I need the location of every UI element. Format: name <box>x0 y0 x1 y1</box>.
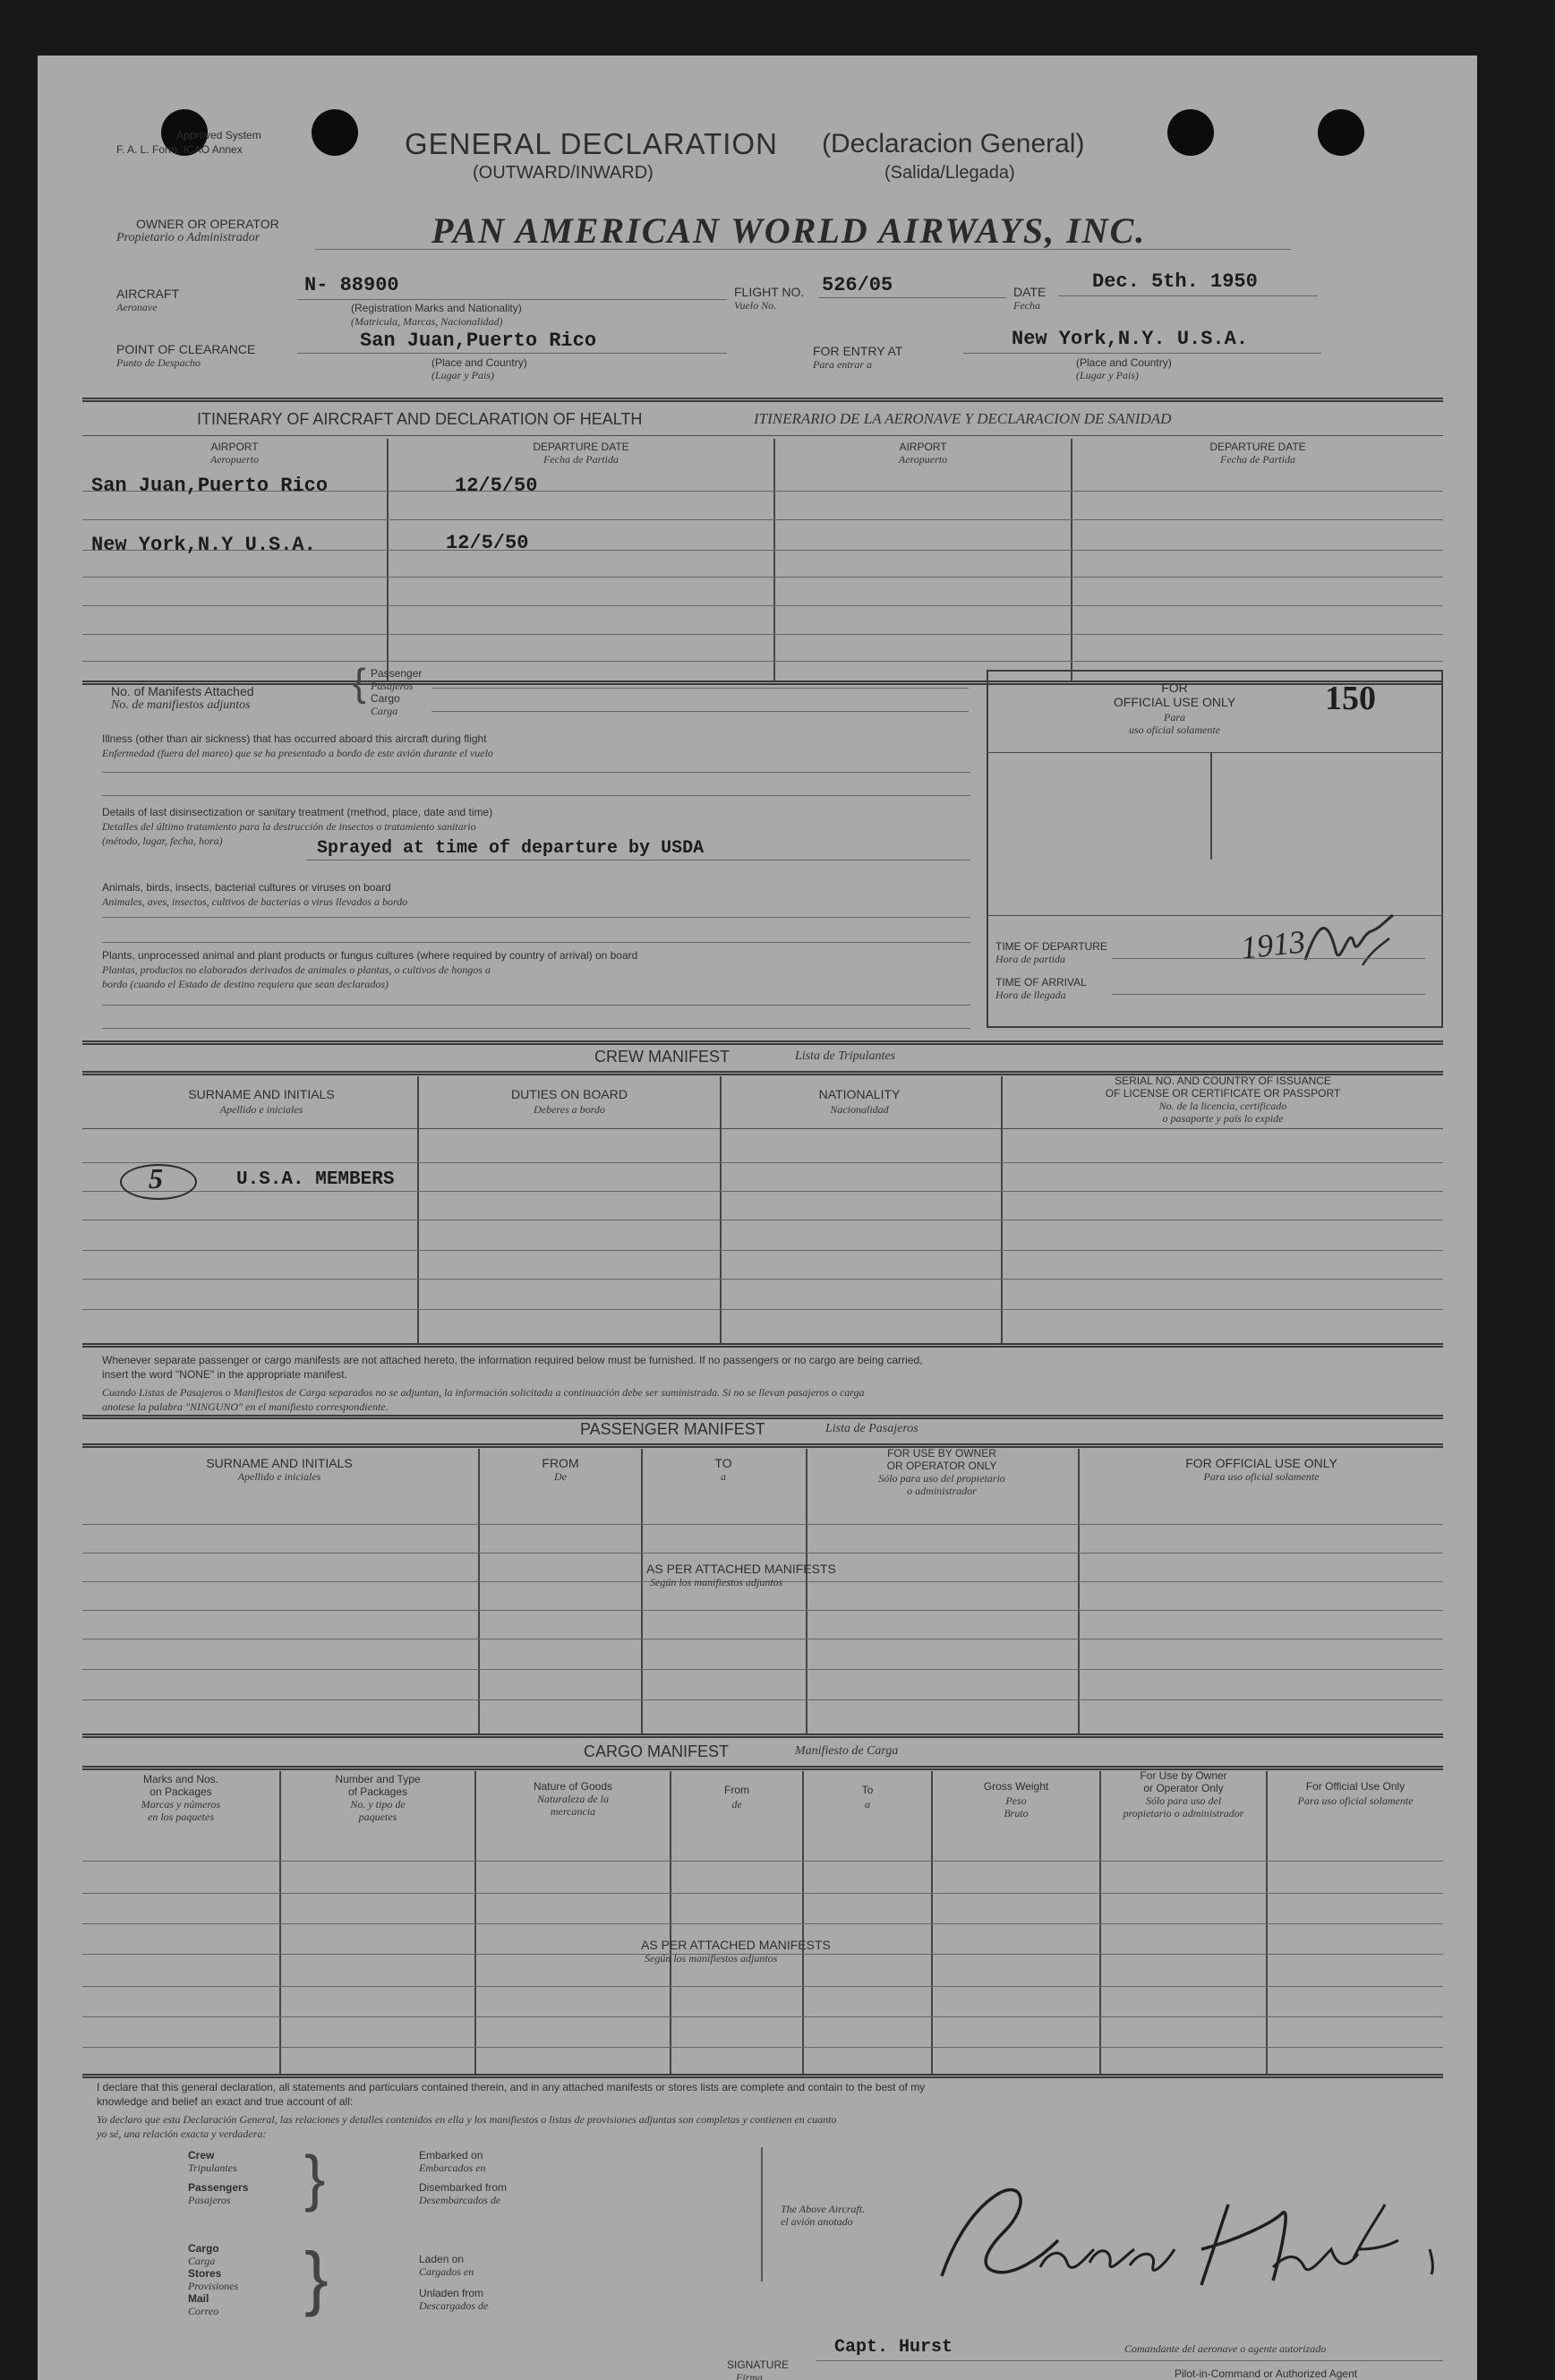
date-rule <box>1058 295 1318 296</box>
cargo-title-es: Manifiesto de Carga <box>795 1744 899 1758</box>
signature-label: SIGNATURE <box>727 2359 790 2371</box>
decl-cargo: Cargo <box>188 2242 219 2255</box>
itinerary-top-border <box>82 398 1443 402</box>
crew-bottom-border <box>82 1343 1443 1348</box>
date-label-es: Fecha <box>1013 299 1040 312</box>
pax-col-surname-es: Apellido e iniciales <box>237 1470 321 1483</box>
cargo-col-number-4: paquetes <box>358 1811 397 1823</box>
entry-note: (Place and Country) <box>1076 356 1172 369</box>
approval-note-2: F. A. L. Form. ICAO Annex <box>116 143 243 156</box>
cargo-bottom-border <box>82 2074 1443 2078</box>
manifests-cargo: Cargo <box>371 692 400 705</box>
cargo-col-number: Number and Type <box>335 1773 421 1785</box>
itin-col-date-es: Fecha de Partida <box>543 453 619 466</box>
decl-passengers: Passengers <box>188 2181 249 2194</box>
crew-col-serial: SERIAL NO. AND COUNTRY OF ISSUANCE <box>1115 1074 1331 1087</box>
pic-label-es: Comandante del aeronave o agente autorizado <box>1124 2342 1327 2355</box>
crew-top-border <box>82 1040 1443 1045</box>
passenger-header-border <box>82 1443 1443 1448</box>
itin-col-airport: AIRPORT <box>210 441 259 453</box>
cargo-rule-3 <box>82 1923 1443 1924</box>
pax-attached: AS PER ATTACHED MANIFESTS <box>646 1562 836 1576</box>
aircraft-note-es: (Matricula, Marcas, Nacionalidad) <box>351 315 503 328</box>
itin-row1-airport: San Juan,Puerto Rico <box>91 475 329 497</box>
itin-divider-3 <box>1071 439 1072 681</box>
crew-col-surname: SURNAME AND INITIALS <box>188 1087 335 1101</box>
pax-rule-6 <box>82 1669 1443 1670</box>
clearance-note: (Place and Country) <box>431 356 527 369</box>
flight-label-es: Vuelo No. <box>734 299 777 312</box>
signature-image <box>897 2115 1452 2339</box>
departure-value: 1913 <box>1239 923 1307 966</box>
passenger-top-border <box>82 1415 1443 1419</box>
decl-above-es: el avión anotado <box>781 2215 853 2228</box>
cargo-col-number-2: of Packages <box>347 1785 408 1798</box>
itin-row2-airport: New York,N.Y U.S.A. <box>91 534 316 556</box>
crew-title-es: Lista de Tripulantes <box>795 1049 896 1063</box>
cargo-attached: AS PER ATTACHED MANIFESTS <box>641 1938 831 1952</box>
itin-divider-1 <box>387 439 389 681</box>
departure-rule <box>1112 958 1425 959</box>
pax-attached-es: Según los manifiestos adjuntos <box>650 1576 783 1588</box>
cargo-rule-5 <box>82 1986 1443 1987</box>
itin-col-date-2: DEPARTURE DATE <box>1209 441 1306 453</box>
clearance-label: POINT OF CLEARANCE <box>116 342 256 356</box>
crew-col-nationality-es: Nacionalidad <box>830 1103 889 1116</box>
passenger-title: PASSENGER MANIFEST <box>580 1420 765 1438</box>
cargo-rule-1 <box>82 1861 1443 1862</box>
cargo-col-marks-4: en los paquetes <box>148 1811 214 1823</box>
itin-col-airport-2-es: Aeropuerto <box>898 453 948 466</box>
pax-col-owner-es-2: o administrador <box>907 1485 977 1497</box>
decl-disembarked-es: Desembarcados de <box>419 2194 501 2206</box>
cargo-col-nature-2: Naturaleza de la <box>537 1793 609 1805</box>
plants-label-es-2: bordo (cuando el Estado de destino requiera que sean declarados) <box>102 978 389 990</box>
cargo-col-weight-es-2: Bruto <box>1004 1807 1029 1819</box>
declaration-es: Yo declaro que esta Declaración General, las relaciones y detalles contenidos en ella y los manifiestos o listas de provisiones adjuntas son completas y contienen en cuanto <box>97 2113 837 2126</box>
official-para: Para <box>1164 711 1185 723</box>
animals-label-es: Animales, aves, insectos, cultivos de bacterias o virus llevados a bordo <box>102 895 408 908</box>
decl-mail: Mail <box>188 2292 209 2305</box>
pax-col-owner-es: Sólo para uso del propietario <box>878 1472 1005 1485</box>
crew-rule-5 <box>82 1279 1443 1280</box>
pic-label: Pilot-in-Command or Authorized Agent <box>1175 2367 1358 2380</box>
manifests-label: No. of Manifests Attached <box>111 684 254 698</box>
notice-es: Cuando Listas de Pasajeros o Manifiestos de Carga separados no se adjuntan, la información solicitada a continuación debe ser suministrada. Si no se llevan pasajeros o carga <box>102 1386 865 1399</box>
crew-header-rule <box>82 1128 1443 1129</box>
cargo-col-official-es: Para uso oficial solamente <box>1297 1794 1414 1807</box>
clearance-note-es: (Lugar y Pais) <box>431 369 494 381</box>
signature-rule <box>816 2360 1443 2361</box>
itin-rule-2 <box>82 519 1443 520</box>
entry-note-es: (Lugar y Pais) <box>1076 369 1139 381</box>
pax-col-from-es: De <box>554 1470 567 1483</box>
pax-rule-1 <box>82 1524 1443 1525</box>
manifests-passenger-es: Pasajeros <box>371 680 414 692</box>
cargo-col-weight: Gross Weight <box>983 1780 1049 1793</box>
clearance-label-es: Punto de Despacho <box>116 356 201 369</box>
aircraft-label-es: Aeronave <box>116 301 158 313</box>
aircraft-label: AIRCRAFT <box>116 287 179 301</box>
decl-laden: Laden on <box>419 2253 465 2265</box>
entry-label: FOR ENTRY AT <box>813 344 903 358</box>
decl-disembarked: Disembarked from <box>419 2181 508 2194</box>
owner-rule <box>315 249 1291 250</box>
cargo-col-nature: Nature of Goods <box>533 1780 613 1793</box>
decl-embarked: Embarked on <box>419 2149 483 2162</box>
aircraft-note: (Registration Marks and Nationality) <box>351 302 522 314</box>
crew-col-serial-2: OF LICENSE OR CERTIFICATE OR PASSPORT <box>1105 1087 1341 1100</box>
crew-rule-6 <box>82 1309 1443 1310</box>
pax-rule-2 <box>82 1553 1443 1554</box>
decl-above: The Above Aircraft. <box>781 2203 866 2215</box>
form-subtitle-es: (Salida/Llegada) <box>884 163 1015 183</box>
cargo-col-official: For Official Use Only <box>1305 1780 1405 1793</box>
itin-rule-4 <box>82 577 1443 578</box>
manifests-rule-1 <box>431 688 969 689</box>
cargo-col-nature-3: mercancia <box>550 1805 596 1818</box>
crew-col-serial-es: No. de la licencia, certificado <box>1158 1100 1287 1112</box>
departure-label-es: Hora de partida <box>995 953 1065 965</box>
itin-divider-2 <box>773 439 775 681</box>
cargo-col-from-es: de <box>731 1798 742 1811</box>
cargo-col-owner-3: Sólo para uso del <box>1145 1794 1222 1807</box>
departure-handwriting-scribble <box>1300 906 1398 978</box>
cargo-col-weight-es: Peso <box>1005 1794 1027 1807</box>
signature-label-es: Firma <box>736 2371 763 2380</box>
crew-count: 5 <box>149 1162 163 1194</box>
date-label: DATE <box>1013 285 1047 299</box>
itin-col-date: DEPARTURE DATE <box>533 441 629 453</box>
flight-rule <box>818 297 1006 298</box>
itin-row2-date: 12/5/50 <box>446 532 529 554</box>
animals-label: Animals, birds, insects, bacterial cultures or viruses on board <box>102 881 391 894</box>
plants-label: Plants, unprocessed animal and plant products or fungus cultures (where required by country of arrival) on board <box>102 949 638 962</box>
passenger-title-es: Lista de Pasajeros <box>825 1422 918 1435</box>
crew-rule-4 <box>82 1250 1443 1251</box>
itin-rule-7 <box>82 661 1443 662</box>
official-label: OFFICIAL USE ONLY <box>1113 695 1236 709</box>
itin-row1-date: 12/5/50 <box>455 475 538 497</box>
illness-rule-1 <box>102 772 970 773</box>
decl-mail-es: Correo <box>188 2305 219 2317</box>
crew-title: CREW MANIFEST <box>594 1048 730 1066</box>
itinerary-title: ITINERARY OF AIRCRAFT AND DECLARATION OF HEALTH <box>197 410 643 428</box>
pax-col-official: FOR OFFICIAL USE ONLY <box>1185 1456 1337 1470</box>
declaration-en: I declare that this general declaration, all statements and particulars contained therein, and in any attached manifests or stores lists are complete and contain to the best of my <box>97 2081 926 2093</box>
pax-col-to-es: a <box>721 1470 726 1483</box>
punch-hole-3 <box>1167 109 1214 156</box>
pax-rule-7 <box>82 1699 1443 1700</box>
official-number: 150 <box>1325 680 1376 717</box>
pax-divider-2 <box>641 1449 643 1735</box>
manifests-passenger: Passenger <box>371 667 423 680</box>
illness-rule-2 <box>102 795 970 796</box>
itinerary-header-rule <box>82 435 1443 436</box>
decl-brace-2: } <box>304 2238 329 2317</box>
pax-divider-4 <box>1078 1449 1080 1735</box>
arrival-rule <box>1112 994 1425 995</box>
decl-crew: Crew <box>188 2149 215 2162</box>
cargo-col-marks-2: on Packages <box>150 1785 212 1798</box>
pax-rule-4 <box>82 1610 1443 1611</box>
itin-col-airport-es: Aeropuerto <box>209 453 260 466</box>
punch-hole-2 <box>312 109 358 156</box>
crew-divider-3 <box>1001 1076 1003 1345</box>
illness-label-es: Enfermedad (fuera del mareo) que se ha presentado a bordo de este avión durante el vuelo <box>102 747 493 759</box>
crew-col-serial-es-2: o pasaporte y país lo expide <box>1162 1112 1284 1125</box>
cargo-col-marks: Marks and Nos. <box>142 1773 219 1785</box>
pax-col-surname: SURNAME AND INITIALS <box>206 1456 353 1470</box>
flight-label: FLIGHT NO. <box>734 285 805 299</box>
decl-unladen: Unladen from <box>419 2287 484 2299</box>
itinerary-title-es: ITINERARIO DE LA AERONAVE Y DECLARACION DE SANIDAD <box>754 410 1172 427</box>
official-box-divider <box>1210 752 1212 860</box>
punch-hole-4 <box>1318 109 1364 156</box>
flight-value: 526/05 <box>822 274 893 296</box>
clearance-rule <box>297 353 727 354</box>
crew-col-duties-es: Deberes a bordo <box>534 1103 605 1116</box>
cargo-col-owner: For Use by Owner <box>1140 1769 1227 1782</box>
itin-col-date-2-es: Fecha de Partida <box>1220 453 1295 466</box>
cargo-col-owner-4: propietario o administrador <box>1123 1807 1244 1819</box>
cargo-attached-es: Según los manifiestos adjuntos <box>645 1952 778 1965</box>
cargo-col-owner-2: or Operator Only <box>1143 1782 1224 1794</box>
form-title-es: (Declaracion General) <box>822 129 1085 158</box>
disinsect-value: Sprayed at time of departure by USDA <box>317 838 705 859</box>
notice-en: Whenever separate passenger or cargo manifests are not attached hereto, the information required below must be furnished. If no passengers or no cargo are being carried, <box>102 1354 923 1366</box>
pax-col-to: TO <box>714 1456 732 1470</box>
arrival-label: TIME OF ARRIVAL <box>995 976 1087 989</box>
decl-crew-es: Tripulantes <box>188 2162 237 2174</box>
crew-col-duties: DUTIES ON BOARD <box>511 1087 628 1101</box>
crew-rule-1 <box>82 1162 1443 1163</box>
pax-col-from: FROM <box>542 1456 579 1470</box>
decl-passengers-es: Pasajeros <box>188 2194 231 2206</box>
disinsect-label-es: Detalles del último tratamiento para la destrucción de insectos o tratamiento sanitario <box>102 820 476 833</box>
crew-col-nationality: NATIONALITY <box>818 1087 901 1101</box>
pax-divider-3 <box>806 1449 807 1735</box>
cargo-col-from: From <box>724 1784 749 1796</box>
decl-cargo-es: Carga <box>188 2255 216 2267</box>
decl-stores-es: Provisiones <box>188 2280 239 2292</box>
itin-rule-6 <box>82 634 1443 635</box>
notice-en-2: insert the word "NONE" in the appropriate manifest. <box>102 1368 347 1381</box>
notice-es-2: anotese la palabra "NINGUNO" en el manifiesto correspondiente. <box>102 1400 389 1413</box>
disinsect-label-es-2: (método, lugar, fecha, hora) <box>102 835 223 847</box>
entry-value: New York,N.Y. U.S.A. <box>1012 328 1249 350</box>
pax-col-official-es: Para uso oficial solamente <box>1203 1470 1320 1483</box>
clearance-value: San Juan,Puerto Rico <box>360 330 597 352</box>
crew-members: U.S.A. MEMBERS <box>236 1169 395 1190</box>
owner-label-es: Propietario o Administrador <box>116 231 261 244</box>
decl-laden-es: Cargados en <box>419 2265 474 2278</box>
itin-rule-5 <box>82 605 1443 606</box>
pax-divider-1 <box>478 1449 480 1735</box>
cargo-rule-7 <box>82 2047 1443 2048</box>
itin-col-airport-2: AIRPORT <box>899 441 947 453</box>
owner-value: PAN AMERICAN WORLD AIRWAYS, INC. <box>431 210 1147 251</box>
declaration-es-2: yo sé, una relación exacta y verdadera: <box>97 2127 267 2140</box>
manifests-cargo-es: Carga <box>371 705 398 717</box>
entry-label-es: Para entrar a <box>813 358 872 371</box>
cargo-col-number-3: No. y tipo de <box>350 1798 406 1811</box>
cargo-col-to-es: a <box>865 1798 870 1811</box>
plants-label-es: Plantas, productos no elaborados derivados de animales o plantas, o cultivos de hongos a <box>102 963 491 976</box>
crew-divider-1 <box>417 1076 419 1345</box>
document-page <box>38 56 1477 2380</box>
animals-rule-2 <box>102 942 970 943</box>
departure-label: TIME OF DEPARTURE <box>995 940 1107 953</box>
cargo-col-marks-3: Marcas y números <box>141 1798 221 1811</box>
plants-rule-1 <box>102 1005 970 1006</box>
animals-rule-1 <box>102 917 970 918</box>
owner-label: OWNER OR OPERATOR <box>136 217 279 231</box>
cargo-rule-2 <box>82 1893 1443 1894</box>
cargo-col-to: To <box>861 1784 874 1796</box>
pax-col-owner: FOR USE BY OWNER <box>887 1447 996 1460</box>
date-value: Dec. 5th. 1950 <box>1092 270 1258 293</box>
official-box-rule-1 <box>987 752 1443 753</box>
decl-stores: Stores <box>188 2267 222 2280</box>
form-subtitle: (OUTWARD/INWARD) <box>473 163 654 183</box>
plants-rule-2 <box>102 1028 970 1029</box>
decl-unladen-es: Descargados de <box>419 2299 489 2312</box>
decl-signature-divider <box>761 2147 763 2282</box>
cargo-rule-6 <box>82 2016 1443 2017</box>
passenger-bottom-border <box>82 1734 1443 1738</box>
entry-rule <box>963 353 1321 354</box>
official-label-es: uso oficial solamente <box>1129 723 1220 736</box>
aircraft-value: N- 88900 <box>304 274 399 296</box>
crew-rule-2 <box>82 1191 1443 1192</box>
pax-col-owner-2: OR OPERATOR ONLY <box>886 1460 997 1472</box>
disinsect-label: Details of last disinsectization or sanitary treatment (method, place, date and time) <box>102 806 493 818</box>
crew-col-surname-es: Apellido e iniciales <box>219 1103 303 1116</box>
signer-name: Capt. Hurst <box>834 2337 953 2358</box>
declaration-en-2: knowledge and belief an exact and true account of all: <box>97 2095 354 2108</box>
illness-label: Illness (other than air sickness) that has occurred aboard this aircraft during flight <box>102 732 487 745</box>
arrival-label-es: Hora de llegada <box>995 989 1066 1001</box>
aircraft-rule <box>297 299 727 300</box>
approval-note: Approved System <box>176 129 261 141</box>
decl-brace-1: } <box>304 2143 326 2213</box>
manifests-label-es: No. de manifiestos adjuntos <box>111 698 251 712</box>
crew-divider-2 <box>720 1076 722 1345</box>
official-for: FOR <box>1161 681 1188 695</box>
manifests-rule-2 <box>431 711 969 712</box>
decl-embarked-es: Embarcados en <box>419 2162 486 2174</box>
manifests-brace: { <box>353 661 366 705</box>
form-title: GENERAL DECLARATION <box>405 127 778 160</box>
cargo-title: CARGO MANIFEST <box>584 1742 730 1760</box>
